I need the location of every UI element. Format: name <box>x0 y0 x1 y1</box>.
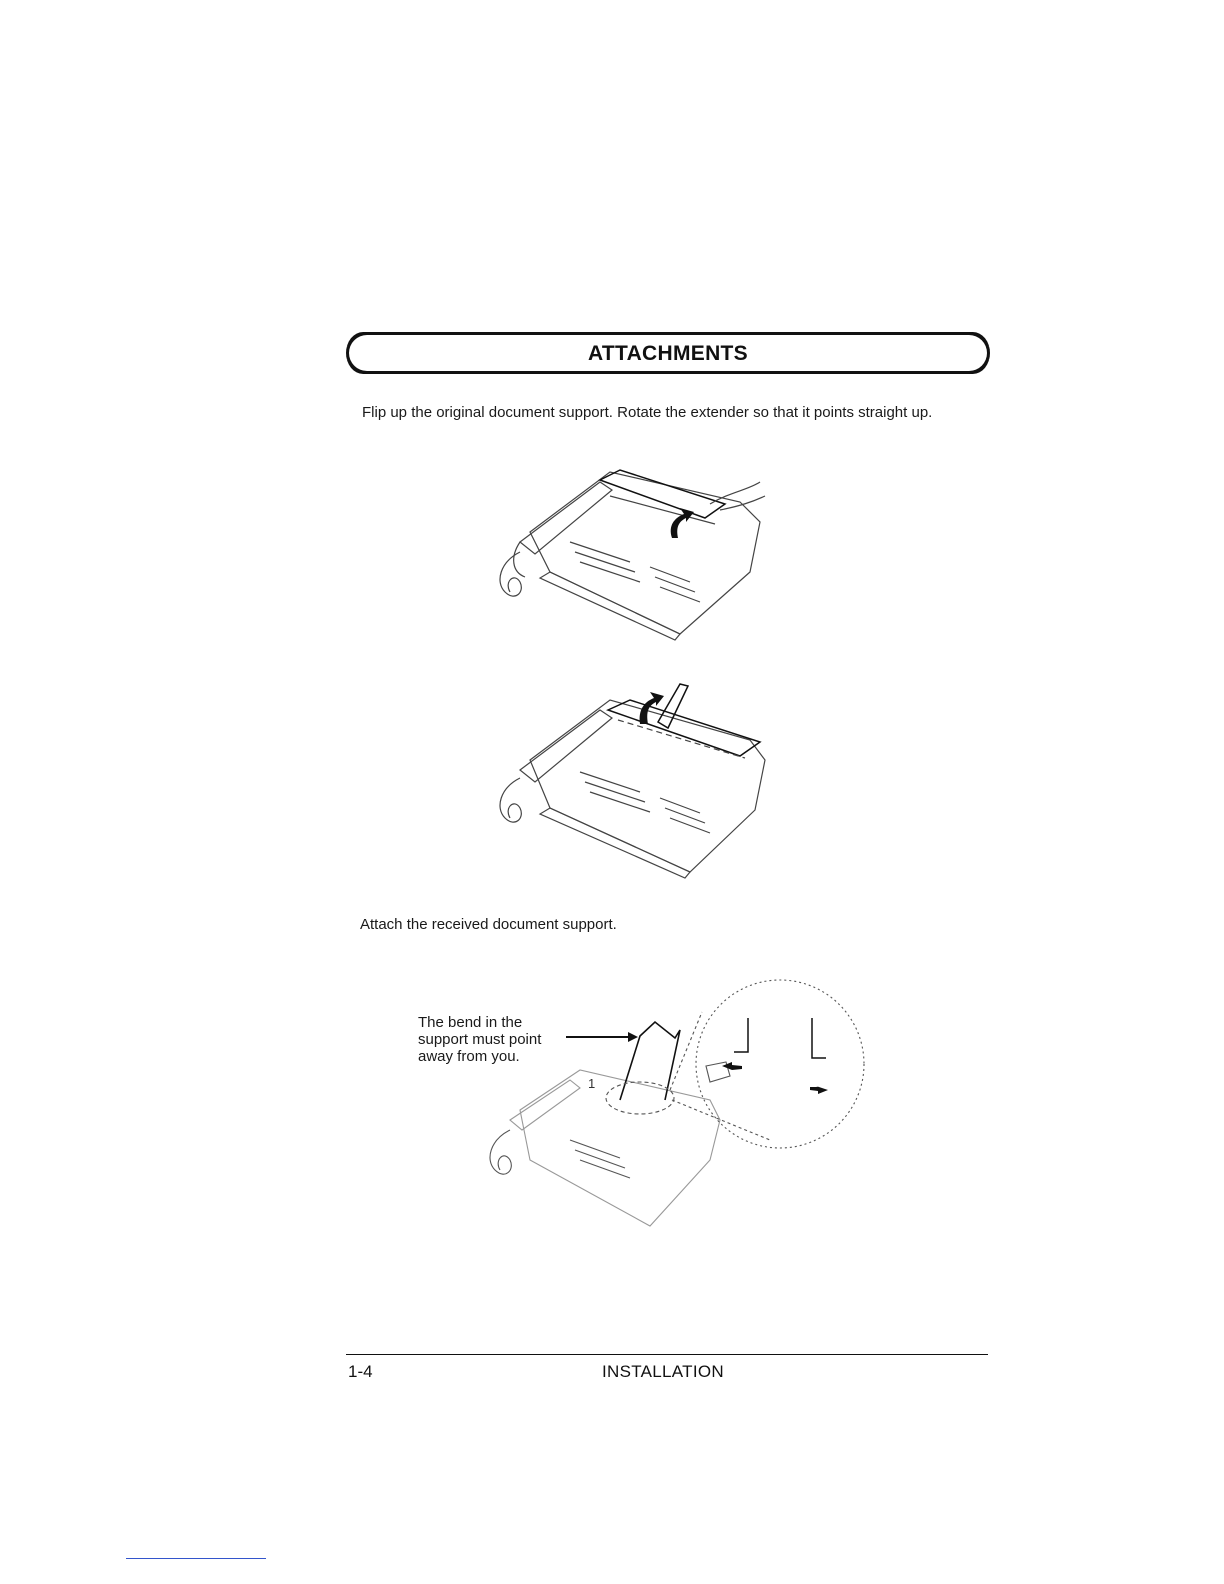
fax-illustration-flip-support <box>490 462 780 642</box>
section-header <box>346 332 990 374</box>
fax-illustration-extender-up <box>490 680 780 880</box>
section-title: ATTACHMENTS <box>587 342 748 365</box>
footer-divider <box>346 1354 988 1355</box>
bottom-rule <box>126 1558 266 1559</box>
fax-illustration-received-support <box>470 990 870 1240</box>
detail-label: 1 <box>588 1076 596 1091</box>
section-name: INSTALLATION <box>602 1362 724 1381</box>
callout-line-3: away from you. <box>418 1048 520 1065</box>
instruction-flip-support: Flip up the original document support. Rotate the extender so that it points straight up. <box>362 404 933 421</box>
page-number: 1-4 <box>348 1362 373 1381</box>
callout-line-1: The bend in the <box>418 1014 523 1031</box>
callout-line-2: support must point <box>418 1031 542 1048</box>
instruction-attach-support: Attach the received document support. <box>360 916 617 933</box>
